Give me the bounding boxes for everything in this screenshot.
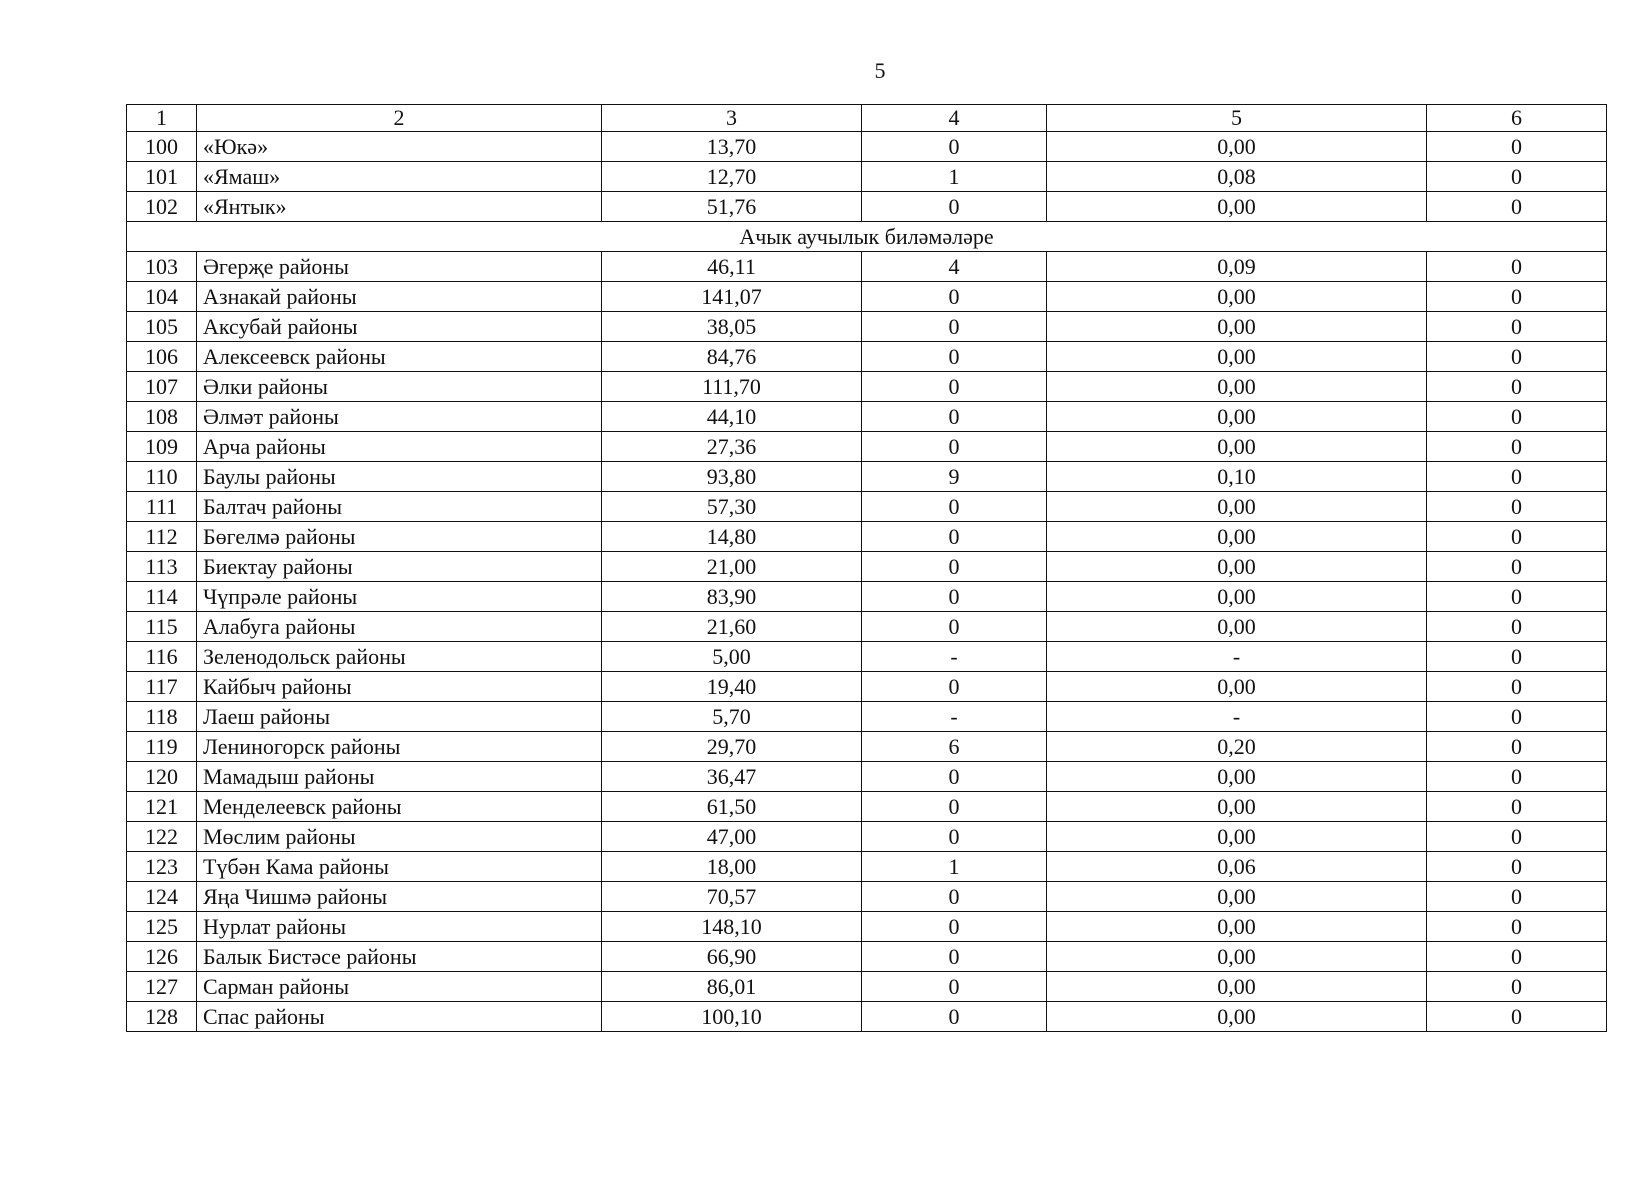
- extra-cell: 0: [1427, 432, 1607, 462]
- count-cell: 0: [862, 792, 1047, 822]
- ratio-cell: 0,00: [1047, 912, 1427, 942]
- name-cell: Нурлат районы: [197, 912, 602, 942]
- column-header: 3: [602, 105, 862, 132]
- extra-cell: 0: [1427, 342, 1607, 372]
- ratio-cell: 0,00: [1047, 492, 1427, 522]
- extra-cell: 0: [1427, 702, 1607, 732]
- row-number: 128: [127, 1002, 197, 1032]
- row-number: 107: [127, 372, 197, 402]
- value-cell: 5,00: [602, 642, 862, 672]
- extra-cell: 0: [1427, 882, 1607, 912]
- value-cell: 27,36: [602, 432, 862, 462]
- count-cell: -: [862, 702, 1047, 732]
- name-cell: Азнакай районы: [197, 282, 602, 312]
- name-cell: Алабуга районы: [197, 612, 602, 642]
- ratio-cell: 0,00: [1047, 282, 1427, 312]
- name-cell: Балтач районы: [197, 492, 602, 522]
- name-cell: Мамадыш районы: [197, 762, 602, 792]
- row-number: 111: [127, 492, 197, 522]
- row-number: 104: [127, 282, 197, 312]
- count-cell: 0: [862, 132, 1047, 162]
- extra-cell: 0: [1427, 402, 1607, 432]
- name-cell: Балык Бистәсе районы: [197, 942, 602, 972]
- name-cell: Әгерҗе районы: [197, 252, 602, 282]
- count-cell: 0: [862, 762, 1047, 792]
- name-cell: «Ямаш»: [197, 162, 602, 192]
- table-row: [127, 972, 1607, 1002]
- name-cell: Биектау районы: [197, 552, 602, 582]
- column-header: 4: [862, 105, 1047, 132]
- row-number: 116: [127, 642, 197, 672]
- count-cell: 0: [862, 612, 1047, 642]
- name-cell: Әлмәт районы: [197, 402, 602, 432]
- ratio-cell: -: [1047, 702, 1427, 732]
- extra-cell: 0: [1427, 822, 1607, 852]
- count-cell: 0: [862, 312, 1047, 342]
- name-cell: Бөгелмә районы: [197, 522, 602, 552]
- row-number: 117: [127, 672, 197, 702]
- count-cell: 1: [862, 162, 1047, 192]
- row-number: 120: [127, 762, 197, 792]
- table-row: [127, 582, 1607, 612]
- extra-cell: 0: [1427, 1002, 1607, 1032]
- value-cell: 93,80: [602, 462, 862, 492]
- count-cell: 0: [862, 822, 1047, 852]
- value-cell: 66,90: [602, 942, 862, 972]
- ratio-cell: 0,00: [1047, 312, 1427, 342]
- count-cell: 0: [862, 192, 1047, 222]
- name-cell: Аксубай районы: [197, 312, 602, 342]
- ratio-cell: 0,00: [1047, 972, 1427, 1002]
- table-row: [127, 462, 1607, 492]
- ratio-cell: 0,00: [1047, 402, 1427, 432]
- extra-cell: 0: [1427, 372, 1607, 402]
- ratio-cell: 0,00: [1047, 1002, 1427, 1032]
- count-cell: 0: [862, 882, 1047, 912]
- ratio-cell: 0,00: [1047, 612, 1427, 642]
- row-number: 100: [127, 132, 197, 162]
- table-row: [127, 522, 1607, 552]
- row-number: 127: [127, 972, 197, 1002]
- value-cell: 148,10: [602, 912, 862, 942]
- table-row: [127, 282, 1607, 312]
- table-row: [127, 372, 1607, 402]
- extra-cell: 0: [1427, 192, 1607, 222]
- row-number: 102: [127, 192, 197, 222]
- table-row: [127, 402, 1607, 432]
- value-cell: 70,57: [602, 882, 862, 912]
- value-cell: 14,80: [602, 522, 862, 552]
- table-row: [127, 492, 1607, 522]
- name-cell: Лениногорск районы: [197, 732, 602, 762]
- row-number: 122: [127, 822, 197, 852]
- extra-cell: 0: [1427, 762, 1607, 792]
- value-cell: 12,70: [602, 162, 862, 192]
- value-cell: 5,70: [602, 702, 862, 732]
- extra-cell: 0: [1427, 672, 1607, 702]
- extra-cell: 0: [1427, 132, 1607, 162]
- extra-cell: 0: [1427, 252, 1607, 282]
- section-title: Ачык аучылык биләмәләре: [127, 222, 1607, 252]
- value-cell: 21,00: [602, 552, 862, 582]
- extra-cell: 0: [1427, 792, 1607, 822]
- extra-cell: 0: [1427, 282, 1607, 312]
- value-cell: 18,00: [602, 852, 862, 882]
- ratio-cell: 0,00: [1047, 432, 1427, 462]
- extra-cell: 0: [1427, 972, 1607, 1002]
- row-number: 115: [127, 612, 197, 642]
- name-cell: Спас районы: [197, 1002, 602, 1032]
- name-cell: «Юкә»: [197, 132, 602, 162]
- count-cell: 6: [862, 732, 1047, 762]
- name-cell: Әлки районы: [197, 372, 602, 402]
- table-row: [127, 192, 1607, 222]
- count-cell: 0: [862, 972, 1047, 1002]
- ratio-cell: 0,00: [1047, 882, 1427, 912]
- row-number: 112: [127, 522, 197, 552]
- value-cell: 47,00: [602, 822, 862, 852]
- value-cell: 38,05: [602, 312, 862, 342]
- row-number: 124: [127, 882, 197, 912]
- value-cell: 46,11: [602, 252, 862, 282]
- table-row: [127, 822, 1607, 852]
- ratio-cell: 0,00: [1047, 942, 1427, 972]
- column-header: 6: [1427, 105, 1607, 132]
- extra-cell: 0: [1427, 522, 1607, 552]
- column-header: 1: [127, 105, 197, 132]
- ratio-cell: 0,00: [1047, 552, 1427, 582]
- table-row: [127, 732, 1607, 762]
- table-row: [127, 852, 1607, 882]
- table-row: [127, 162, 1607, 192]
- ratio-cell: 0,00: [1047, 792, 1427, 822]
- ratio-cell: 0,00: [1047, 372, 1427, 402]
- count-cell: 9: [862, 462, 1047, 492]
- row-number: 123: [127, 852, 197, 882]
- table-row: [127, 432, 1607, 462]
- row-number: 105: [127, 312, 197, 342]
- table-body: [127, 105, 1607, 1032]
- count-cell: 0: [862, 402, 1047, 432]
- table-row: [127, 882, 1607, 912]
- extra-cell: 0: [1427, 852, 1607, 882]
- extra-cell: 0: [1427, 912, 1607, 942]
- row-number: 118: [127, 702, 197, 732]
- row-number: 121: [127, 792, 197, 822]
- table-row: [127, 792, 1607, 822]
- name-cell: Зеленодольск районы: [197, 642, 602, 672]
- page-number: 5: [874, 58, 886, 83]
- extra-cell: 0: [1427, 612, 1607, 642]
- table-row: [127, 642, 1607, 672]
- value-cell: 29,70: [602, 732, 862, 762]
- count-cell: 0: [862, 522, 1047, 552]
- count-cell: 4: [862, 252, 1047, 282]
- row-number: 108: [127, 402, 197, 432]
- section-row: [127, 222, 1607, 252]
- count-cell: 0: [862, 432, 1047, 462]
- name-cell: «Янтык»: [197, 192, 602, 222]
- count-cell: 0: [862, 582, 1047, 612]
- count-cell: -: [862, 642, 1047, 672]
- count-cell: 0: [862, 912, 1047, 942]
- name-cell: Баулы районы: [197, 462, 602, 492]
- value-cell: 84,76: [602, 342, 862, 372]
- table-row: [127, 702, 1607, 732]
- row-number: 110: [127, 462, 197, 492]
- table-row: [127, 312, 1607, 342]
- extra-cell: 0: [1427, 552, 1607, 582]
- row-number: 101: [127, 162, 197, 192]
- ratio-cell: 0,00: [1047, 762, 1427, 792]
- ratio-cell: 0,20: [1047, 732, 1427, 762]
- value-cell: 51,76: [602, 192, 862, 222]
- column-header: 2: [197, 105, 602, 132]
- value-cell: 57,30: [602, 492, 862, 522]
- header-row: [127, 105, 1607, 132]
- value-cell: 86,01: [602, 972, 862, 1002]
- count-cell: 0: [862, 282, 1047, 312]
- name-cell: Түбән Кама районы: [197, 852, 602, 882]
- ratio-cell: 0,00: [1047, 192, 1427, 222]
- value-cell: 36,47: [602, 762, 862, 792]
- count-cell: 0: [862, 942, 1047, 972]
- value-cell: 13,70: [602, 132, 862, 162]
- ratio-cell: -: [1047, 642, 1427, 672]
- ratio-cell: 0,00: [1047, 522, 1427, 552]
- row-number: 113: [127, 552, 197, 582]
- column-header: 5: [1047, 105, 1427, 132]
- extra-cell: 0: [1427, 732, 1607, 762]
- count-cell: 0: [862, 342, 1047, 372]
- ratio-cell: 0,00: [1047, 342, 1427, 372]
- ratio-cell: 0,00: [1047, 132, 1427, 162]
- row-number: 125: [127, 912, 197, 942]
- value-cell: 44,10: [602, 402, 862, 432]
- value-cell: 61,50: [602, 792, 862, 822]
- name-cell: Алексеевск районы: [197, 342, 602, 372]
- ratio-cell: 0,00: [1047, 582, 1427, 612]
- extra-cell: 0: [1427, 492, 1607, 522]
- count-cell: 0: [862, 492, 1047, 522]
- count-cell: 0: [862, 672, 1047, 702]
- table-row: [127, 252, 1607, 282]
- value-cell: 19,40: [602, 672, 862, 702]
- table-row: [127, 942, 1607, 972]
- count-cell: 0: [862, 1002, 1047, 1032]
- value-cell: 100,10: [602, 1002, 862, 1032]
- extra-cell: 0: [1427, 162, 1607, 192]
- table-row: [127, 552, 1607, 582]
- count-cell: 0: [862, 372, 1047, 402]
- name-cell: Сарман районы: [197, 972, 602, 1002]
- ratio-cell: 0,08: [1047, 162, 1427, 192]
- ratio-cell: 0,09: [1047, 252, 1427, 282]
- table-row: [127, 762, 1607, 792]
- table-row: [127, 342, 1607, 372]
- extra-cell: 0: [1427, 462, 1607, 492]
- name-cell: Кайбыч районы: [197, 672, 602, 702]
- row-number: 103: [127, 252, 197, 282]
- extra-cell: 0: [1427, 312, 1607, 342]
- ratio-cell: 0,00: [1047, 822, 1427, 852]
- count-cell: 0: [862, 552, 1047, 582]
- name-cell: Яңа Чишмә районы: [197, 882, 602, 912]
- row-number: 119: [127, 732, 197, 762]
- row-number: 126: [127, 942, 197, 972]
- row-number: 109: [127, 432, 197, 462]
- row-number: 106: [127, 342, 197, 372]
- table-row: [127, 612, 1607, 642]
- table-row: [127, 672, 1607, 702]
- value-cell: 83,90: [602, 582, 862, 612]
- ratio-cell: 0,00: [1047, 672, 1427, 702]
- table-row: [127, 1002, 1607, 1032]
- ratio-cell: 0,10: [1047, 462, 1427, 492]
- extra-cell: 0: [1427, 942, 1607, 972]
- name-cell: Арча районы: [197, 432, 602, 462]
- value-cell: 21,60: [602, 612, 862, 642]
- name-cell: Менделеевск районы: [197, 792, 602, 822]
- row-number: 114: [127, 582, 197, 612]
- table-row: [127, 132, 1607, 162]
- extra-cell: 0: [1427, 582, 1607, 612]
- name-cell: Мөслим районы: [197, 822, 602, 852]
- value-cell: 111,70: [602, 372, 862, 402]
- count-cell: 1: [862, 852, 1047, 882]
- data-table: [126, 104, 1607, 1032]
- name-cell: Лаеш районы: [197, 702, 602, 732]
- extra-cell: 0: [1427, 642, 1607, 672]
- value-cell: 141,07: [602, 282, 862, 312]
- ratio-cell: 0,06: [1047, 852, 1427, 882]
- name-cell: Чүпрәле районы: [197, 582, 602, 612]
- table-row: [127, 912, 1607, 942]
